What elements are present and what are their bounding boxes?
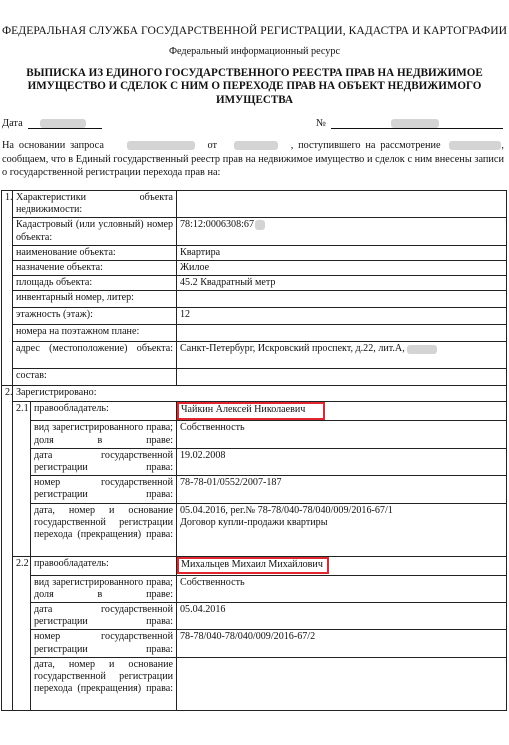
table-row (2, 291, 507, 308)
section-1-number: 1. (2, 191, 13, 386)
composition-value (177, 369, 507, 386)
entry-2-2-number: 2.2 (13, 556, 31, 710)
composition-label: состав: (13, 369, 177, 386)
date-line (2, 118, 102, 130)
address-value: Санкт-Петербург, Искровский проспект, д.22, лит.А, (177, 342, 507, 369)
table-row (2, 218, 507, 245)
holder-1-value (177, 402, 507, 421)
redacted-received-date (449, 141, 501, 150)
reg-number-1-value: 78-78-01/0552/2007-187 (177, 476, 507, 503)
redacted-date (40, 119, 86, 128)
inventory-value (177, 291, 507, 308)
intro-text-4: , (501, 140, 504, 151)
transfer-1-label: дата, номер и основание государственной регистрации перехода (прекращения) права: (31, 503, 177, 556)
intro-text-2: от (207, 140, 218, 151)
transfer-1-value (177, 503, 507, 556)
table-row (2, 503, 507, 556)
section-1-title: Характеристики объекта недвижимости: (13, 191, 177, 218)
resource-subtitle: Федеральный информационный ресурс (168, 46, 341, 57)
date-label: Дата (2, 118, 23, 129)
number-line (316, 118, 503, 130)
table-row (2, 421, 507, 448)
intro-paragraph (2, 139, 504, 180)
agency-header: ФЕДЕРАЛЬНАЯ СЛУЖБА ГОСУДАРСТВЕННОЙ РЕГИСТРАЦИИ, КАДАСТРА И КАРТОГРАФИИ (1, 24, 508, 37)
date-field (28, 118, 102, 129)
section-1-header-row (2, 191, 507, 218)
redacted-request-date (234, 141, 278, 150)
section-1-title-value (177, 191, 507, 218)
table-row (2, 402, 507, 421)
reg-number-2-label: номер государственной регистрации права: (31, 630, 177, 657)
transfer-1-line-1: 05.04.2016, рег.№ 78-78/040-78/040/009/2016-67/1 (180, 504, 393, 516)
intro-text-3: , поступившего на рассмотрение (290, 140, 441, 151)
holder-1-highlight: Чайкин Алексей Николаевич (177, 402, 325, 419)
reg-date-2-label: дата государственной регистрации права: (31, 603, 177, 630)
table-row (2, 245, 507, 260)
reg-number-1-label: номер государственной регистрации права: (31, 476, 177, 503)
redacted-cadastral-suffix (255, 220, 265, 230)
inventory-label: инвентарный номер, литер: (13, 291, 177, 308)
table-row (2, 448, 507, 475)
section-2-header-row (2, 386, 507, 402)
entry-2-1-number: 2.1 (13, 402, 31, 556)
area-value: 45.2 Квадратный метр (177, 276, 507, 291)
section-2-number: 2. (2, 386, 13, 710)
table-row (2, 308, 507, 325)
floors-value: 12 (177, 308, 507, 325)
table-row (2, 556, 507, 575)
holder-1-label: правообладатель: (31, 402, 177, 421)
redacted-request-number (127, 141, 195, 150)
table-row (2, 276, 507, 291)
redacted-number (391, 119, 439, 128)
extract-table (1, 190, 507, 711)
table-row (2, 325, 507, 342)
table-row (2, 369, 507, 386)
object-name-value: Квартира (177, 245, 507, 260)
right-type-2-value: Собственность (177, 575, 507, 602)
address-label: адрес (местоположение) объекта: (13, 342, 177, 369)
section-2-title: Зарегистрировано: (13, 386, 507, 402)
holder-2-highlight: Михальцев Михаил Михайлович (177, 557, 329, 574)
table-row (2, 575, 507, 602)
table-row (2, 476, 507, 503)
table-row (2, 657, 507, 710)
transfer-2-label: дата, номер и основание государственной регистрации перехода (прекращения) права: (31, 657, 177, 710)
table-row (2, 603, 507, 630)
transfer-1-line-2: Договор купли-продажи квартиры (180, 516, 328, 528)
reg-number-2-value: 78-78/040-78/040/009/2016-67/2 (177, 630, 507, 657)
document-title: ВЫПИСКА ИЗ ЕДИНОГО ГОСУДАРСТВЕННОГО РЕЕСТРА ПРАВ НА НЕДВИЖИМОЕ ИМУЩЕСТВО И СДЕЛОК С НИМ О ПЕРЕХОДЕ ПРАВ НА ОБЪЕКТ НЕДВИЖИМОГО ИМУЩЕСТВА (26, 67, 483, 106)
table-row (2, 630, 507, 657)
object-purpose-value: Жилое (177, 261, 507, 276)
transfer-2-value (177, 657, 507, 710)
reg-date-1-value: 19.02.2008 (177, 448, 507, 475)
cadastral-value: 78:12:0006308:67 (177, 218, 507, 245)
object-purpose-label: назначение объекта: (13, 261, 177, 276)
table-row (2, 342, 507, 369)
right-type-2-label: вид зарегистрированного права; доля в праве: (31, 575, 177, 602)
reg-date-2-value: 05.04.2016 (177, 603, 507, 630)
redacted-apartment (407, 345, 437, 354)
floor-plan-value (177, 325, 507, 342)
number-field (331, 118, 503, 129)
reg-date-1-label: дата государственной регистрации права: (31, 448, 177, 475)
number-label: № (316, 118, 326, 129)
right-type-1-value: Собственность (177, 421, 507, 448)
holder-2-value (177, 556, 507, 575)
cadastral-label: Кадастровый (или условный) номер объекта: (13, 218, 177, 245)
intro-text-1: На основании запроса (2, 140, 104, 151)
right-type-1-label: вид зарегистрированного права; доля в праве: (31, 421, 177, 448)
object-name-label: наименование объекта: (13, 245, 177, 260)
floor-plan-label: номера на поэтажном плане: (13, 325, 177, 342)
table-row (2, 261, 507, 276)
floors-label: этажность (этаж): (13, 308, 177, 325)
holder-2-label: правообладатель: (31, 556, 177, 575)
intro-text-5: сообщаем, что в Единый государственный реестр прав на недвижимое имущество и сделок с ним внесены записи о государственной регистрации перехода прав на: (2, 153, 504, 178)
area-label: площадь объекта: (13, 276, 177, 291)
